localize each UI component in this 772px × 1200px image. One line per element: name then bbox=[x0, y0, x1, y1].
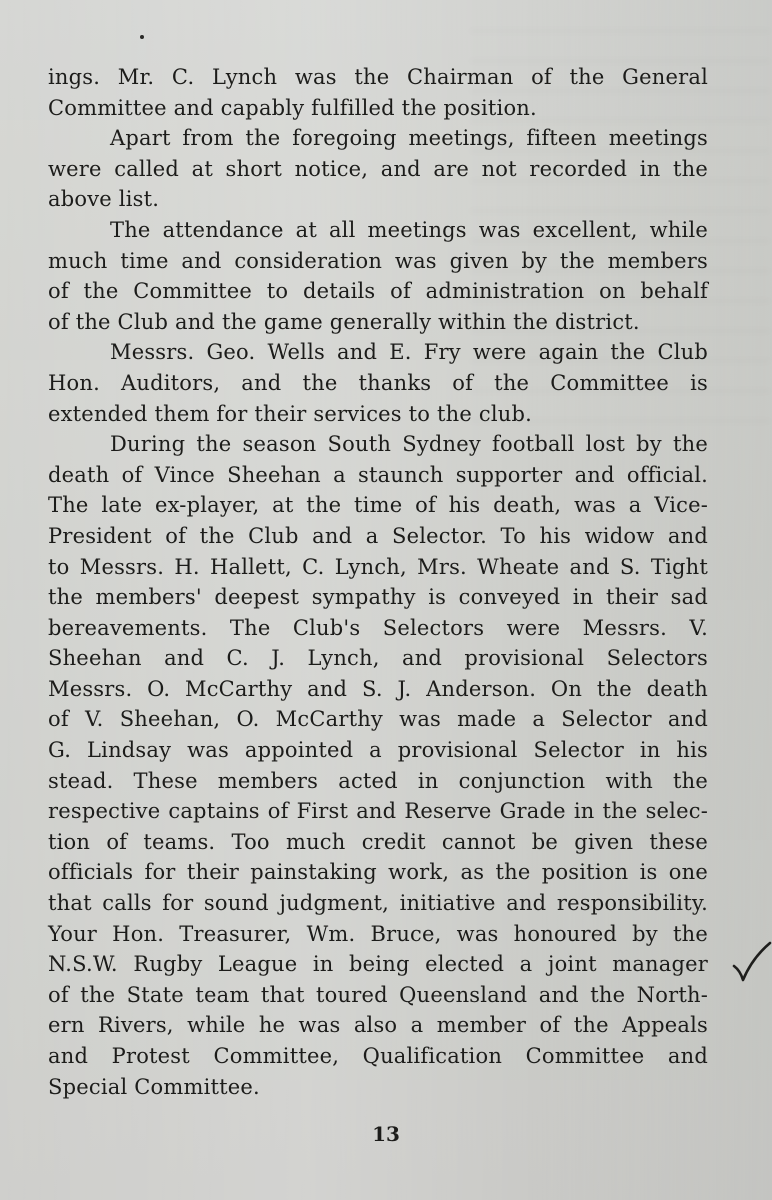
text-line: The attendance at all meetings was excellent, while bbox=[110, 217, 708, 242]
text-line: ern Rivers, while he was also a member of the Appeals bbox=[48, 1013, 708, 1038]
text-line: of the Club and the game generally within the district. bbox=[48, 309, 640, 334]
text-line: death of Vince Sheehan a staunch supporter and official. bbox=[48, 462, 708, 487]
text-line: that calls for sound judgment, initiative and responsibility. bbox=[48, 891, 708, 916]
text-line: officials for their painstaking work, as the position is one bbox=[48, 860, 708, 885]
text-line: During the season South Sydney football lost by the bbox=[110, 432, 708, 457]
text-line: Hon. Auditors, and the thanks of the Committee is bbox=[48, 370, 708, 395]
text-line: Committee and capably fulfilled the position. bbox=[48, 95, 537, 120]
text-line: and Protest Committee, Qualification Committee and bbox=[48, 1044, 708, 1068]
text-line: President of the Club and a Selector. To his widow and bbox=[48, 523, 708, 548]
text-line: were called at short notice, and are not recorded in the bbox=[48, 156, 708, 181]
text-line: ings. Mr. C. Lynch was the Chairman of the General bbox=[48, 65, 708, 89]
text-line: Messrs. Geo. Wells and E. Fry were again the Club bbox=[110, 340, 708, 365]
text-line: extended them for their services to the club. bbox=[48, 401, 532, 426]
text-line: Apart from the foregoing meetings, fifteen meetings bbox=[110, 126, 708, 151]
text-line: of the State team that toured Queensland and the North- bbox=[48, 982, 708, 1007]
text-line: G. Lindsay was appointed a provisional Selector in his bbox=[48, 738, 708, 763]
text-line: Messrs. O. McCarthy and S. J. Anderson. On the death bbox=[48, 676, 708, 701]
text-line: tion of teams. Too much credit cannot be given these bbox=[48, 829, 708, 854]
text-line: of the Committee to details of administration on behalf bbox=[48, 279, 708, 304]
text-line: respective captains of First and Reserve Grade in the selec- bbox=[48, 799, 708, 824]
text-line: bereavements. The Club's Selectors were Messrs. V. bbox=[48, 615, 708, 640]
text-line: to Messrs. H. Hallett, C. Lynch, Mrs. Wheate and S. Tight bbox=[48, 554, 708, 579]
page-number: 13 bbox=[372, 1122, 400, 1146]
text-line: Special Committee. bbox=[48, 1074, 260, 1099]
text-line: the members' deepest sympathy is conveyed in their sad bbox=[48, 585, 708, 610]
text-line: above list. bbox=[48, 187, 160, 212]
ink-dot bbox=[140, 35, 144, 39]
text-line: of V. Sheehan, O. McCarthy was made a Selector and bbox=[48, 707, 708, 732]
text-line: Sheehan and C. J. Lynch, and provisional Selectors bbox=[48, 646, 708, 671]
text-line: Your Hon. Treasurer, Wm. Bruce, was honoured by the bbox=[48, 921, 708, 946]
text-line: much time and consideration was given by the members bbox=[48, 248, 708, 273]
checkmark-icon bbox=[730, 940, 772, 986]
text-line: N.S.W. Rugby League in being elected a joint manager bbox=[48, 952, 708, 977]
text-line: stead. These members acted in conjunction with the bbox=[48, 768, 708, 793]
text-line: The late ex-player, at the time of his death, was a Vice- bbox=[48, 493, 708, 518]
body-text bbox=[48, 62, 708, 1102]
